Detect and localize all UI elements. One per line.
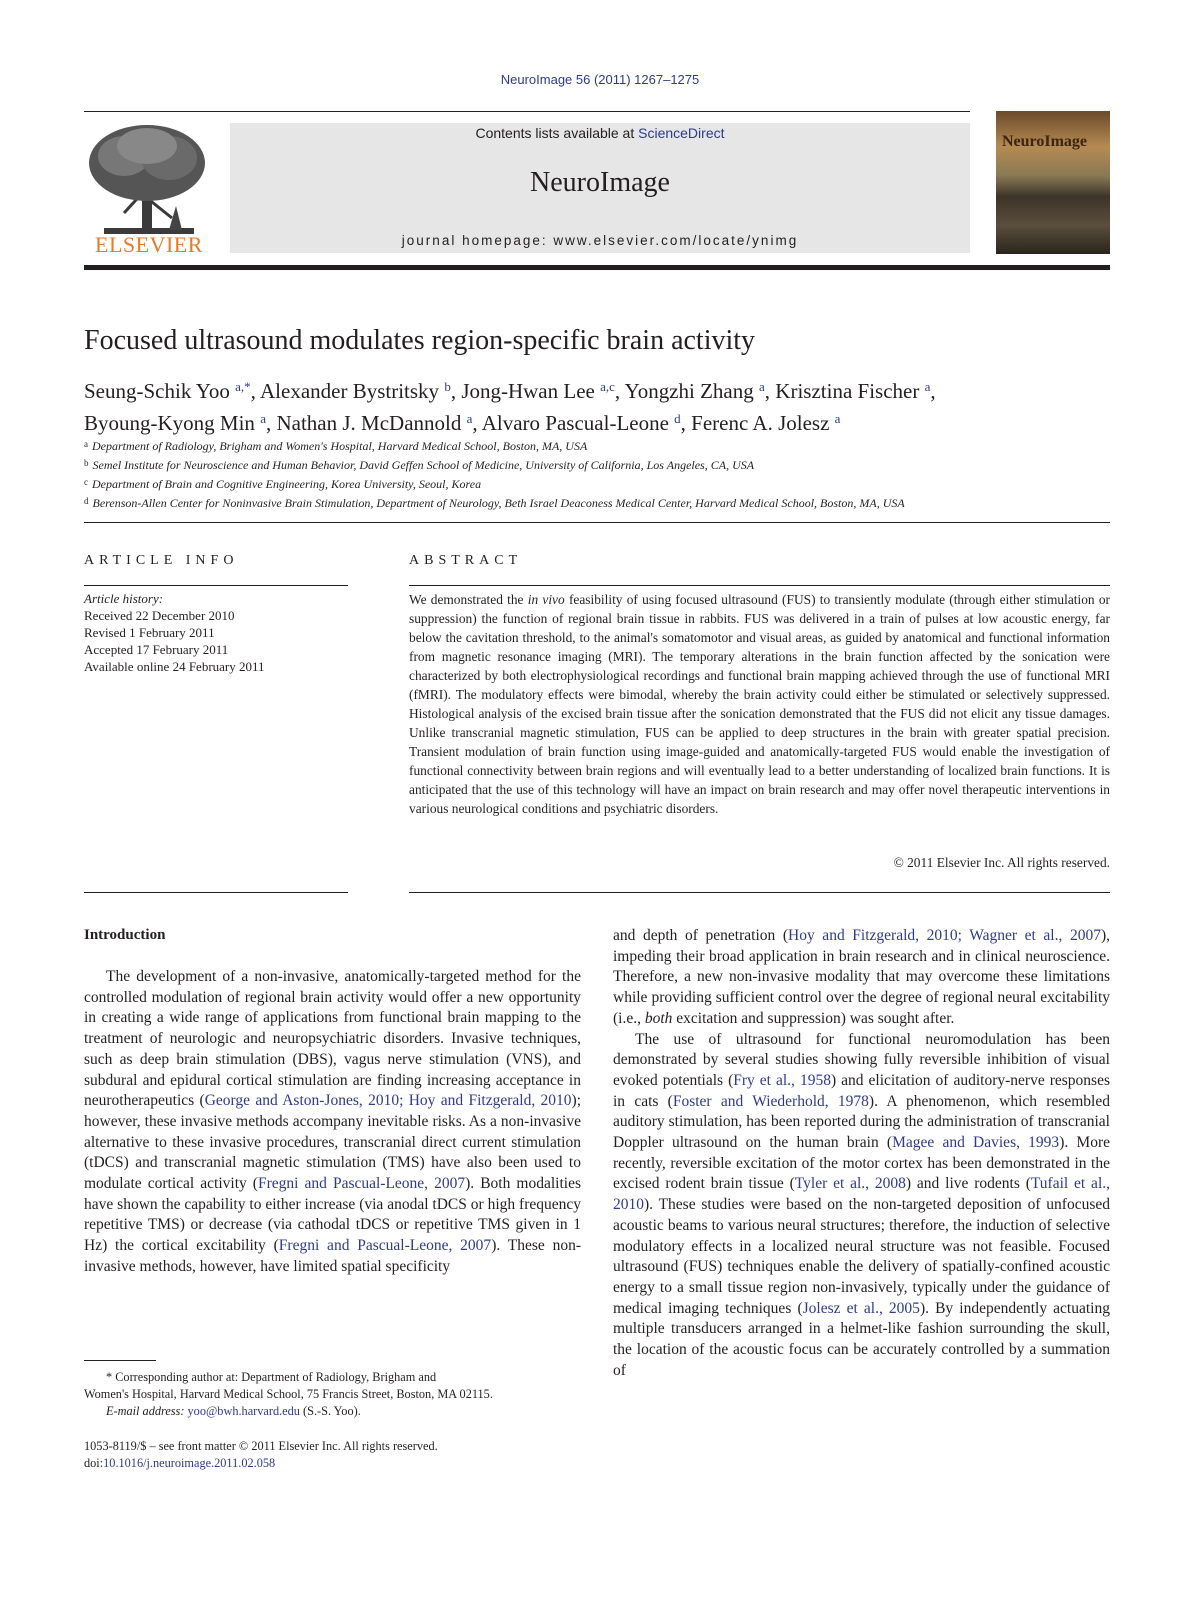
author-affil-mark[interactable]: a [466,411,473,426]
text-run: The development of a non-invasive, anatomically-targeted method for the controlled modulation of regional brain activity would offer a new opportunity in creating a wide range of applications from functional brain mapping to the treatment of neurologic and neuropsychiatric disorders. Invasive techniques, such as deep brain stimulation (DBS), vagus nerve stimulation (VNS), and subdural and epidural cortical stimulation are finding increasing acceptance in neurotherapeutics ( [84,968,581,1110]
article-info-bottom-rule [84,892,348,893]
text-run: ); however, these invasive methods accompany inevitable risks. As a non-invasive alternative to these invasive procedures, transcranial direct current stimulation (tDCS) and transcranial magnetic stimulation (TMS) have also been used to modulate cortical activity ( [84,1092,582,1193]
affiliation-list [84,436,1114,512]
text-run: ). Both modalities have shown the capability to either increase (via anodal tDCS or high frequency repetitive TMS) or decrease (via cathodal tDCS or repetitive TMS given in 1 Hz) the cortical excitability ( [84,1175,581,1255]
abstract-text [409,590,1110,818]
email-suffix: (S.-S. Yoo). [299,1404,361,1418]
intro-paragraph-continued [613,926,1110,1030]
journal-cover-image [996,111,1110,254]
email-label: E-mail address: [106,1404,185,1418]
author-name[interactable]: Seung-Schik Yoo [84,379,230,403]
received-date: Received 22 December 2010 [84,608,235,623]
history-label: Article history: [84,591,164,606]
affiliation-text: Berenson-Allen Center for Noninvasive Brain Stimulation, Department of Neurology, Beth Israel Deaconess Medical Center, Harvard Medical School, Boston, MA, USA [92,496,905,510]
citation-link[interactable]: Hoy and Fitzgerald, 2010; Wagner et al., 2007 [788,927,1101,944]
author-affil-mark[interactable]: a [924,379,931,394]
abstract-pre: We demonstrated the [409,592,528,607]
doi-label: doi: [84,1456,104,1470]
text-run: ). These studies were based on the non-targeted deposition of unfocused acoustic beams to various neural structures; therefore, the induction of selective modulatory effects in a localized neural structure was not feasible. Focused ultrasound (FUS) techniques enable the delivery of spatially-confined acoustic energy to a small tissue region non-invasively, typically under the guidance of medical imaging techniques ( [613,1196,1110,1317]
author-affil-mark[interactable]: a,c [600,379,615,394]
author-name[interactable]: Krisztina Fischer [775,379,920,403]
doi-line [84,1455,438,1472]
contents-line [230,125,970,141]
publisher-name: ELSEVIER [95,232,203,257]
abstract-bottom-rule [409,892,1110,893]
footnote-text-2: Women's Hospital, Harvard Medical School, 75 Francis Street, Boston, MA 02115. [84,1387,493,1401]
affiliation-key: b [84,458,89,468]
email-link[interactable]: yoo@bwh.harvard.edu [187,1404,300,1418]
author-list: Seung-Schik Yoo $^{a,*}$, Alexander Bystritsky $^b$, Jong-Hwan Lee $^{a,c}$, Yongzhi Zhang $^a$, Krisztina Fischer $^a$, Byoung-Kyong Min $^a$, Nathan J. McDannold $^a$, Alvaro Pascual-Leone $^d$, Ferenc A. Jolesz $^a$ [84,379,936,435]
author-name[interactable]: Ferenc A. Jolesz [691,411,830,435]
citation-link[interactable]: Jolesz et al., 2005 [802,1299,920,1317]
author-name[interactable]: Nathan J. McDannold [276,411,462,435]
introduction-heading: Introduction [84,927,166,943]
section-rule [84,522,1110,523]
text-run: ) and elicitation of auditory-nerve responses in cats ( [613,1071,1110,1110]
article-info-heading: ARTICLE INFO [84,553,239,568]
text-run: ). These non-invasive methods, however, have limited spatial specificity [84,1237,581,1275]
article-history [84,590,265,675]
author-affil-mark[interactable]: a [759,379,765,394]
doi-link[interactable]: 10.1016/j.neuroimage.2011.02.058 [103,1456,276,1470]
affiliation-text: Department of Brain and Cognitive Engineering, Korea University, Seoul, Korea [92,477,482,491]
issn-line: 1053-8119/$ – see front matter © 2011 Elsevier Inc. All rights reserved. [84,1439,438,1453]
article-title: Focused ultrasound modulates region-specific brain activity [84,325,756,356]
citation-link[interactable]: Foster and Wiederhold, 1978 [672,1092,869,1110]
corresponding-author-footnote [84,1369,581,1420]
intro-paragraph [84,967,581,1278]
affiliation-text: Semel Institute for Neuroscience and Human Behavior, David Geffen School of Medicine, University of California, Los Angeles, CA, USA [92,458,755,472]
author-affil-mark[interactable]: d [674,411,681,426]
text-run: ), impeding their broad application in brain research and in clinical neuroscience. Therefore, a new non-invasive modality that may overcome these limitations while providing sufficient control over the degree of regional neural excitability (i.e., [613,927,1111,1027]
body-column-right [613,926,1110,1381]
author-affil-mark[interactable]: b [444,379,451,394]
body-column-left [84,967,581,1278]
abstract-emphasis: in vivo [527,592,565,607]
affiliation-text: Department of Radiology, Brigham and Women's Hospital, Harvard Medical School, Boston, MA, USA [92,439,588,453]
journal-name: NeuroImage [530,167,670,198]
contents-prefix: Contents lists available at [475,125,639,141]
abstract-heading: ABSTRACT [409,553,523,568]
affiliation-item [84,436,1114,455]
citation-link[interactable]: Magee and Davies, 1993 [892,1134,1060,1152]
online-date: Available online 24 February 2011 [84,659,265,674]
journal-reference[interactable]: NeuroImage 56 (2011) 1267–1275 [500,72,700,87]
citation-link[interactable]: Tyler et al., 2008 [794,1175,906,1193]
article-info-rule [84,585,348,586]
intro-paragraph [613,1030,1110,1382]
top-rule [84,111,970,112]
author-name[interactable]: Alexander Bystritsky [260,379,440,403]
affiliation-key: c [84,477,88,487]
elsevier-logo [84,118,214,258]
citation-link[interactable]: George and Aston-Jones, 2010; Hoy and Fitzgerald, 2010 [204,1092,572,1110]
text-run: and depth of penetration ( [613,927,789,944]
revised-date: Revised 1 February 2011 [84,625,215,640]
cover-title: NeuroImage [1002,133,1088,150]
text-run: ). By independently actuating multiple transducers arranged in a helmet-like fashion surrounding the skull, the location of the acoustic focus can be accurately controlled by a summation of [613,1299,1110,1379]
citation-link[interactable]: Tufail et al., 2010 [613,1175,1110,1214]
text-run: The use of ultrasound for functional neuromodulation has been demonstrated by several studies showing fully reversible inhibition of visual evoked potentials ( [613,1030,1110,1089]
author-name[interactable]: Byoung-Kyong Min [84,411,255,435]
affiliation-item [84,455,1114,474]
affiliation-item [84,493,1114,512]
affiliation-key: d [84,496,89,506]
front-matter [84,1438,438,1472]
footnote-rule [84,1360,156,1361]
author-affil-mark[interactable]: a,* [235,379,251,394]
affiliation-item [84,474,1114,493]
journal-homepage[interactable]: journal homepage: www.elsevier.com/locate/ynimg [401,233,799,248]
citation-link[interactable]: Fry et al., 1958 [733,1071,831,1089]
citation-link[interactable]: Fregni and Pascual-Leone, 2007 [257,1175,466,1193]
abstract-copyright: © 2011 Elsevier Inc. All rights reserved. [893,855,1110,870]
abstract-rule [409,585,1110,586]
author-name[interactable]: Yongzhi Zhang [624,379,754,403]
author-affil-mark[interactable]: a [834,411,841,426]
affiliation-key: a [84,439,88,449]
author-affil-mark[interactable]: a [260,411,266,426]
sciencedirect-link[interactable]: ScienceDirect [638,125,725,141]
footnote-text-1: Corresponding author at: Department of Radiology, Brigham and [115,1370,437,1384]
citation-link[interactable]: Fregni and Pascual-Leone, 2007 [278,1237,492,1255]
accepted-date: Accepted 17 February 2011 [84,642,229,657]
header-thick-rule [84,265,1110,270]
text-run: ). More recently, reversible excitation of the motor cortex has been demonstrated in the excised rodent brain tissue ( [613,1134,1111,1193]
text-run: ) and live rodents ( [905,1175,1031,1193]
footnote-mark: * [106,1370,113,1384]
journal-banner [230,123,970,253]
text-run: excitation and suppression) was sought after. [672,1009,955,1027]
author-name[interactable]: Alvaro Pascual-Leone [481,411,669,435]
abstract-body: feasibility of using focused ultrasound (FUS) to transiently modulate (through either stimulation or suppression) the function of regional brain tissue in rabbits. FUS was delivered in a train of pulses at low acoustic energy, far below the cavitation threshold, to the animal's somatomotor and visual areas, as guided by anatomical and functional information from magnetic resonance imaging (MRI). The temporary alterations in the brain function affected by the sonication were characterized by both electrophysiological recordings and functional brain mapping achieved through the use of functional MRI (fMRI). The modulatory effects were bimodal, whereby the brain activity could either be stimulated or selectively suppressed. Histological analysis of the excised brain tissue after the sonication demonstrated that the FUS did not elicit any tissue damages. Unlike transcranial magnetic stimulation, FUS can be applied to deep structures in the brain with greater spatial precision. Transient modulation of brain function using image-guided and anatomically-targeted FUS would enable the investigation of functional connectivity between brain regions and will eventually lead to a better understanding of localized brain functions. It is anticipated that the use of this technology will have an impact on brain research and may offer novel therapeutic interventions in various neurological conditions and psychiatric disorders. [409,592,1110,816]
author-name[interactable]: Jong-Hwan Lee [461,379,595,403]
text-emphasis: both [644,1009,673,1027]
text-run: ). A phenomenon, which resembled auditory stimulation, has been reported during the administration of transcranial Doppler ultrasound on the human brain ( [613,1092,1110,1152]
